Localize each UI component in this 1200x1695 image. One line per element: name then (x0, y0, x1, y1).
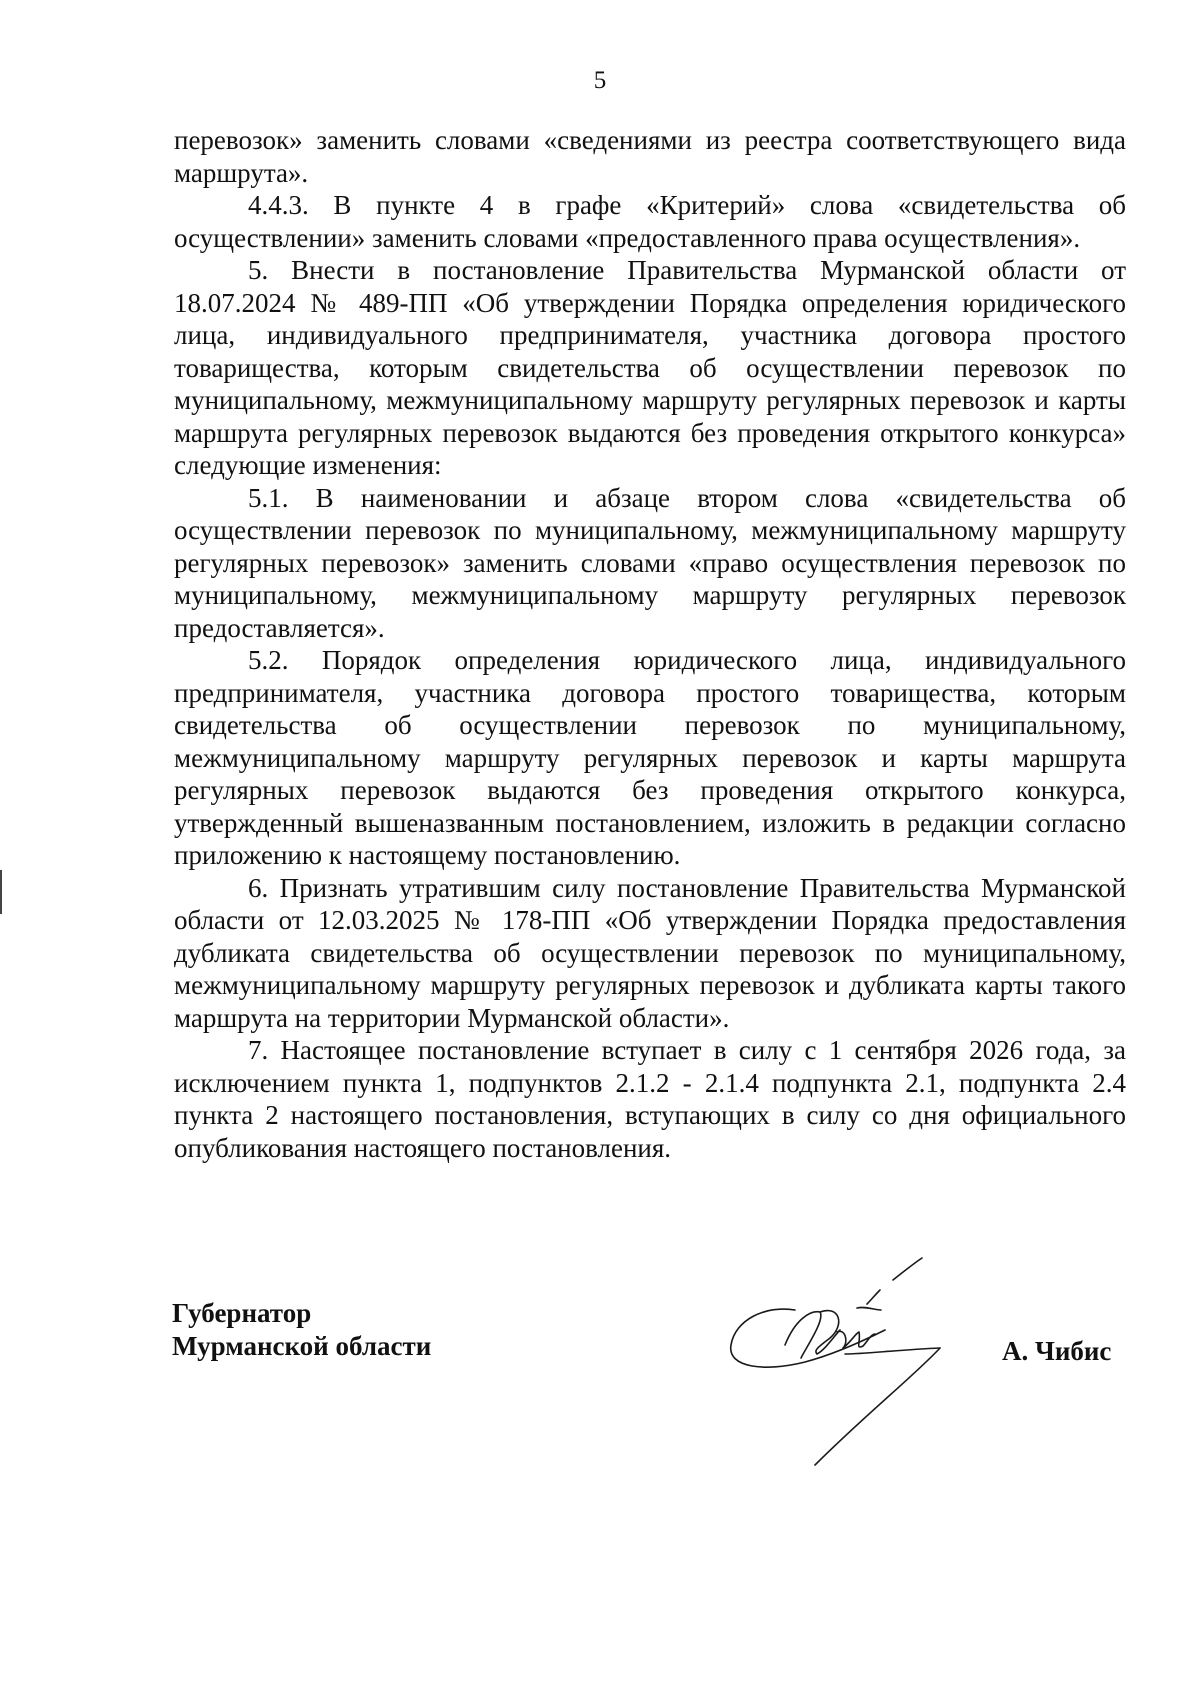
paragraph-7: 7. Настоящее постановление вступает в силу с 1 сентября 2026 года, за исключением пункта 1, подпунктов 2.1.2 - 2.1.4 подпункта 2.1, подпункта 2.4 пункта 2 настоящего постановления, вступающих в силу со дня официального опубликования настоящего постановления. (174, 1035, 1126, 1163)
page-number: 5 (593, 67, 607, 94)
paragraph-4-4-3: 4.4.3. В пункте 4 в графе «Критерий» слова «свидетельства об осуществлении» заменить словами «предоставленного права осуществления». (174, 190, 1126, 253)
paragraph-5-1: 5.1. В наименовании и абзаце втором слова «свидетельства об осуществлении перевозок по муниципальному, межмуниципальному маршруту регулярных перевозок» заменить словами «право осуществления перевозок по муниципальному, межмуниципальному маршруту регулярных перевозок предоставляется». (174, 482, 1126, 643)
scan-edge-mark (0, 870, 2, 914)
document-body (174, 124, 1126, 1164)
handwritten-signature (725, 1250, 955, 1470)
signatory-name: А. Чибис (1002, 1336, 1112, 1366)
paragraph-continuation: перевозок» заменить словами «сведениями из реестра соответствующего вида маршрута». (174, 125, 1126, 188)
paragraph-5: 5. Внести в постановление Правительства Мурманской области от 18.07.2024 № 489-ПП «Об утверждении Порядка определения юридического лица, индивидуального предпринимателя, участника договора простого товарищества, которым свидетельства об осуществлении перевозок по муниципальному, межмуниципальному маршруту регулярных перевозок и карты маршрута регулярных перевозок выдаются без проведения открытого конкурса» следующие изменения: (174, 255, 1126, 480)
paragraph-6: 6. Признать утратившим силу постановление Правительства Мурманской области от 12.03.2025 № 178-ПП «Об утверждении Порядка предоставления дубликата свидетельства об осуществлении перевозок по муниципальному, межмуниципальному маршруту регулярных перевозок и дубликата карты такого маршрута на территории Мурманской области». (174, 872, 1126, 1033)
signatory-position-line1: Губернатор (172, 1298, 312, 1328)
paragraph-5-2: 5.2. Порядок определения юридического лица, индивидуального предпринимателя, участника договора простого товарищества, которым свидетельства об осуществлении перевозок по муниципальному, межмуниципальному маршруту регулярных перевозок и карты маршрута регулярных перевозок выдаются без проведения открытого конкурса, утвержденный вышеназванным постановлением, изложить в редакции согласно приложению к настоящему постановлению. (174, 645, 1126, 870)
signatory-position-line2: Мурманской области (172, 1331, 432, 1361)
signatory-title (172, 1297, 431, 1363)
